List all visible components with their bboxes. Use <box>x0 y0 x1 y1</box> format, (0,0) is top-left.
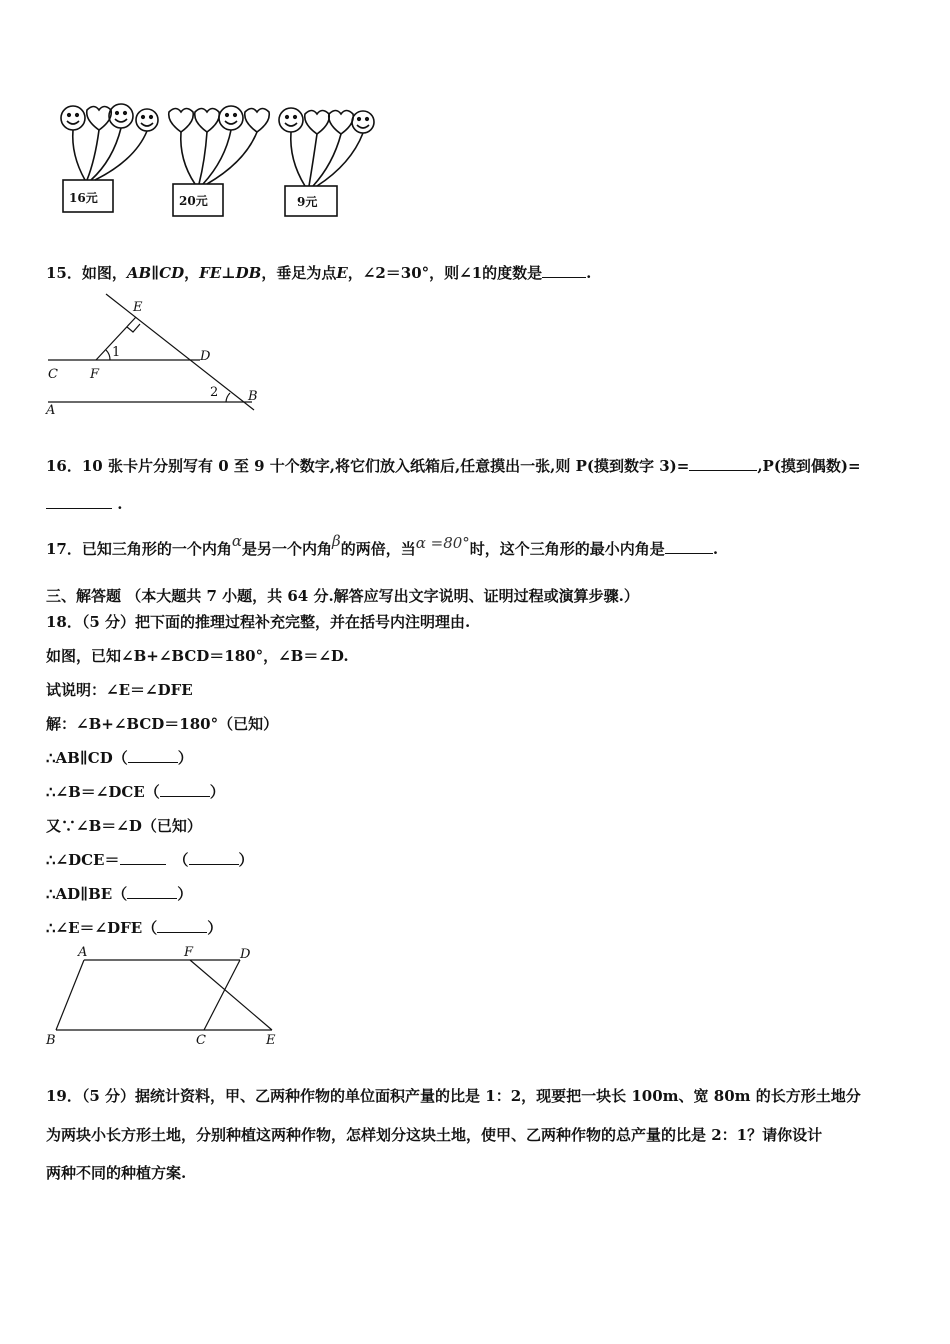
answer-blank[interactable] <box>120 850 166 865</box>
question-19-line3: 两种不同的种植方案. <box>46 1164 187 1182</box>
question-16: 16．10 张卡片分别写有 0 至 9 十个数字,将它们放入纸箱后,任意摸出一张,则 P(摸到数字 3)= ,P(摸到偶数)= <box>46 457 861 475</box>
step-4: 又∵∠B＝∠D（已知） <box>46 817 202 835</box>
label-D: D <box>240 947 251 962</box>
label-E: E <box>133 300 143 315</box>
label-D: D <box>200 349 211 364</box>
answer-blank[interactable] <box>542 263 586 278</box>
label-E: E <box>266 1033 276 1048</box>
question-18-header: 18．（5 分）把下面的推理过程补充完整，并在括号内注明理由. <box>46 613 471 631</box>
answer-blank[interactable] <box>128 748 178 763</box>
step-7: ∴∠E＝∠DFE（ ） <box>46 919 223 937</box>
label-B: B <box>46 1033 56 1048</box>
question-18-given: 如图，已知∠B+∠BCD＝180°，∠B＝∠D. <box>46 647 349 665</box>
price-label-1: 16元 <box>69 191 98 205</box>
section-3-title: 三、解答题 （本大题共 7 小题，共 64 分.解答应写出文字说明、证明过程或演算步骤.） <box>46 587 639 605</box>
condition: α =80° <box>415 534 470 552</box>
price-label-2: 20元 <box>179 194 208 208</box>
answer-blank-2[interactable] <box>46 494 112 509</box>
q15-figure <box>40 292 270 418</box>
label-F: F <box>90 367 100 382</box>
label-A: A <box>78 945 88 960</box>
step-1: 解：∠B+∠BCD＝180°（已知） <box>46 715 279 733</box>
balloon-figure <box>55 100 385 220</box>
beta-symbol: β <box>332 532 341 550</box>
alpha-symbol: α <box>231 532 243 550</box>
question-15: 15．如图，AB∥CD，FE⊥DB，垂足为点E，∠2＝30°，则∠1的度数是 . <box>46 264 592 282</box>
price-label-3: 9元 <box>297 195 318 209</box>
question-19-line2: 为两块小长方形土地，分别种植这两种作物，怎样划分这块土地，使甲、乙两种作物的总产量的比是 2：1？请你设计 <box>46 1126 823 1144</box>
step-2: ∴AB∥CD（ ） <box>46 749 193 767</box>
step-3: ∴∠B＝∠DCE（ ） <box>46 783 225 801</box>
question-18-prove: 试说明：∠E＝∠DFE <box>46 681 193 699</box>
step-6: ∴AD∥BE（ ） <box>46 885 193 903</box>
label-C: C <box>48 367 58 382</box>
answer-blank[interactable] <box>160 782 210 797</box>
label-F: F <box>184 945 194 960</box>
answer-blank[interactable] <box>665 539 713 554</box>
question-19-line1: 19．（5 分）据统计资料，甲、乙两种作物的单位面积产量的比是 1：2，现要把一块长 100m、宽 80m 的长方形土地分 <box>46 1087 861 1105</box>
answer-blank-1[interactable] <box>689 456 757 471</box>
label-C: C <box>196 1033 206 1048</box>
step-5: ∴∠DCE＝ （ ） <box>46 851 254 869</box>
answer-blank[interactable] <box>157 918 207 933</box>
answer-blank[interactable] <box>189 850 239 865</box>
question-17: 17．已知三角形的一个内角α是另一个内角β的两倍，当α =80°时，这个三角形的最小内角是 . <box>46 532 719 558</box>
q18-figure <box>40 942 290 1052</box>
label-2: 2 <box>210 385 219 400</box>
question-16-cont: . <box>46 494 122 513</box>
label-A: A <box>46 403 56 418</box>
label-1: 1 <box>112 345 121 360</box>
answer-blank[interactable] <box>127 884 177 899</box>
label-B: B <box>248 389 258 404</box>
